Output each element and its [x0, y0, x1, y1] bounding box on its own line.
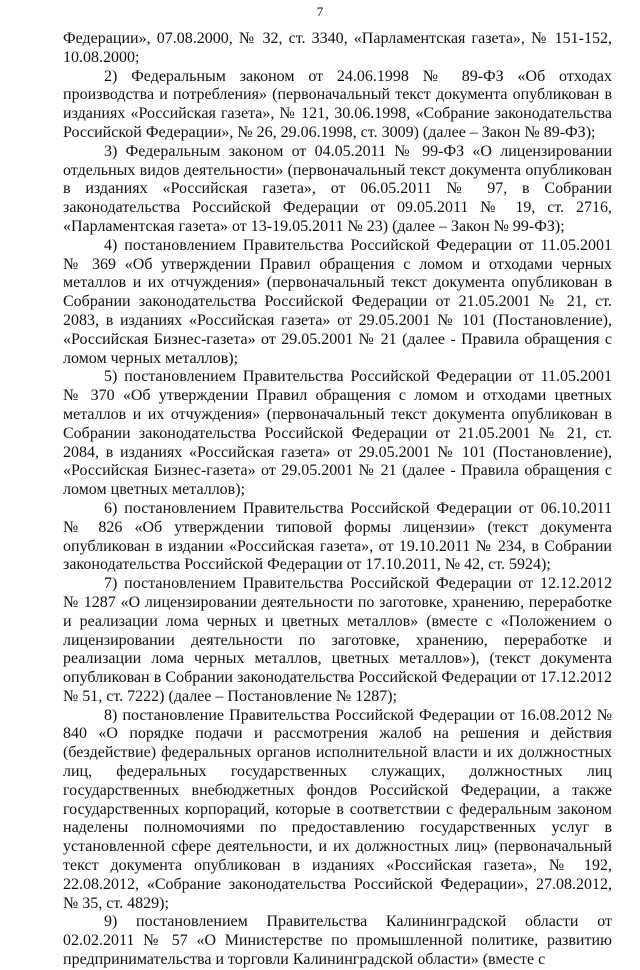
paragraph-continuation: Федерации», 07.08.2000, № 32, ст. 3340, «Парламентская газета», № 151-152, 10.08.2000; — [63, 30, 612, 66]
paragraph-item-2: 2) Федеральным законом от 24.06.1998 № 89-ФЗ «Об отходах производства и потребления» (первоначальный текст документа опубликован в изданиях «Российская газета», № 121, 30.06.1998, «Собрание законодательства Российской Федерации», № 26, 29.06.1998, ст. 3009) (далее – Закон № 89-ФЗ); — [63, 67, 612, 141]
paragraph-item-3: 3) Федеральным законом от 04.05.2011 № 99-ФЗ «О лицензировании отдельных видов деятельности» (первоначальный текст документа опубликован в изданиях «Российская газета», от 06.05.2011 № 97, в Собрании законодательства Российской Федерации от 09.05.2011 № 19, ст. 2716, «Парламентская газета» от 13-19.05.2011 № 23) (далее – Закон № 99-ФЗ); — [63, 142, 612, 235]
page-number: 7 — [316, 4, 324, 19]
document-body — [63, 30, 612, 970]
paragraph-item-9: 9) постановлением Правительства Калининградской области от 02.02.2011 № 57 «О Министерстве по промышленной политике, развитию предпринимательства и торговли Калининградской области» (вместе с — [63, 913, 612, 969]
paragraph-item-8: 8) постановление Правительства Российской Федерации от 16.08.2012 № 840 «О порядке подачи и рассмотрения жалоб на решения и действия (бездействие) федеральных органов исполнительной власти и их должностных лиц, федеральных государственных служащих, должностных лиц государственных внебюджетных фондов Российской Федерации, а также государственных корпораций, которые в соответствии с федеральным законом наделены полномочиями по предоставлению государственных услуг в установленной сфере деятельности, и их должностных лиц» (первоначальный текст документа опубликован в изданиях «Российская газета», № 192, 22.08.2012, «Собрание законодательства Российской Федерации», 27.08.2012, № 35, ст. 4829); — [63, 706, 612, 912]
paragraph-item-4: 4) постановлением Правительства Российской Федерации от 11.05.2001 № 369 «Об утверждении Правил обращения с ломом и отходами черных металлов и их отчуждения» (первоначальный текст документа опубликован в Собрании законодательства Российской Федерации от 21.05.2001 № 21, ст. 2083, в изданиях «Российская газета» от 29.05.2001 № 101 (Постановление), «Российская Бизнес-газета» от 29.05.2001 № 21 (далее - Правила обращения с ломом черных металлов); — [63, 236, 612, 367]
paragraph-item-7: 7) постановлением Правительства Российской Федерации от 12.12.2012 № 1287 «О лицензировании деятельности по заготовке, хранению, переработке и реализации лома черных и цветных металлов» (вместе с «Положением о лицензировании деятельности по заготовке, хранению, переработке и реализации лома черных металлов, цветных металлов»), (текст документа опубликован в Собрании законодательства Российской Федерации от 17.12.2012 № 51, ст. 7222) (далее – Постановление № 1287); — [63, 575, 612, 705]
paragraph-item-6: 6) постановлением Правительства Российской Федерации от 06.10.2011 № 826 «Об утверждении типовой формы лицензии» (текст документа опубликован в издании «Российская газета», от 19.10.2011 № 234, в Собрании законодательства Российской Федерации от 17.10.2011, № 42, ст. 5924); — [63, 499, 612, 574]
paragraph-item-5: 5) постановлением Правительства Российской Федерации от 11.05.2001 № 370 «Об утверждении Правил обращения с ломом и отходами цветных металлов и их отчуждения» (первоначальный текст документа опубликован в Собрании законодательства Российской Федерации от 21.05.2001 № 21, ст. 2084, в изданиях «Российская газета» от 29.05.2001 № 101 (Постановление), «Российская Бизнес-газета» от 29.05.2001 № 21 (далее - Правила обращения с ломом цветных металлов); — [63, 368, 612, 499]
